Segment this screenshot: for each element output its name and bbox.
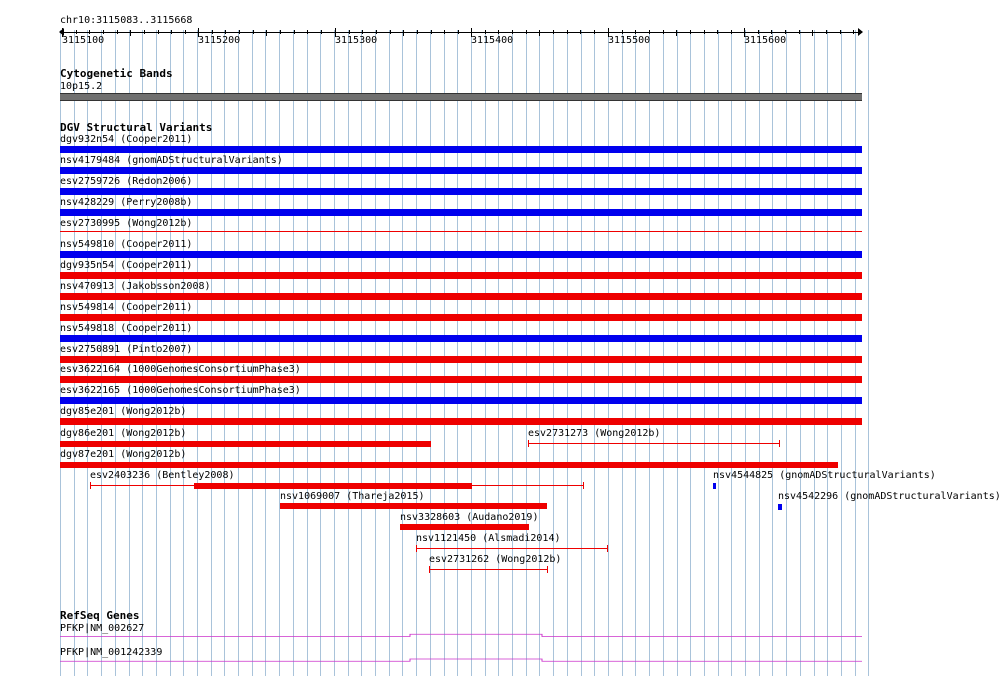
grid-line	[759, 30, 760, 676]
ruler-minor-tick	[280, 30, 281, 34]
ruler-minor-tick	[253, 30, 254, 34]
ruler-minor-tick	[812, 30, 813, 36]
ruler-minor-tick	[130, 30, 131, 36]
esv2731262-start-cap	[429, 566, 430, 573]
nsv1121450-feature[interactable]	[416, 545, 608, 552]
ruler-minor-tick	[239, 30, 240, 34]
dgv-row-bar[interactable]	[60, 418, 862, 425]
dgv-row-label: nsv428229 (Perry2008b)	[60, 197, 193, 208]
ruler-minor-tick	[663, 30, 664, 34]
grid-line	[772, 30, 773, 676]
dgv-row-bar[interactable]	[60, 376, 862, 383]
dgv-row-bar[interactable]	[60, 397, 862, 404]
ruler-minor-tick	[225, 30, 226, 34]
nsv1069007-label: nsv1069007 (Thareja2015)	[280, 491, 425, 502]
ruler-minor-tick	[690, 30, 691, 34]
cyto-track-title: Cytogenetic Bands	[60, 67, 173, 80]
ruler-tick-label: 3115600	[744, 35, 787, 46]
grid-line	[608, 30, 609, 676]
grid-line	[539, 30, 540, 676]
grid-line	[745, 30, 746, 676]
grid-line	[731, 30, 732, 676]
ruler-region-label: chr10:3115083..3115668	[60, 15, 193, 26]
grid-line	[224, 30, 225, 676]
esv2403236-thick-block	[194, 483, 472, 489]
grid-line	[594, 30, 595, 676]
grid-line	[430, 30, 431, 676]
grid-line	[348, 30, 349, 676]
ruler-minor-tick	[103, 30, 104, 34]
dgv-row-label: dgv935n54 (Cooper2011)	[60, 260, 193, 271]
dgv86e201-label: dgv86e201 (Wong2012b)	[60, 428, 187, 439]
ruler-minor-tick	[89, 30, 90, 34]
ruler-minor-tick	[758, 30, 759, 34]
nsv1121450-label: nsv1121450 (Alsmadi2014)	[416, 533, 561, 544]
grid-line	[307, 30, 308, 676]
ruler-minor-tick	[212, 30, 213, 34]
ruler-minor-tick	[76, 30, 77, 34]
grid-line	[622, 30, 623, 676]
grid-line	[663, 30, 664, 676]
dgv-row-bar[interactable]	[60, 335, 862, 342]
dgv-row-bar[interactable]	[60, 272, 862, 279]
ruler-minor-tick	[431, 30, 432, 34]
esv2731262-line	[429, 569, 548, 570]
dgv-row-label: esv2750891 (Pinto2007)	[60, 344, 193, 355]
dgv-row-bar[interactable]	[60, 251, 862, 258]
grid-line	[553, 30, 554, 676]
ruler-minor-tick	[526, 30, 527, 34]
ruler-minor-tick	[362, 30, 363, 34]
ruler-minor-tick	[512, 30, 513, 34]
dgv-row-label: esv3622164 (1000GenomesConsortiumPhase3)	[60, 364, 301, 375]
esv2731273-label: esv2731273 (Wong2012b)	[528, 428, 661, 439]
grid-line	[361, 30, 362, 676]
grid-line	[375, 30, 376, 676]
grid-line	[677, 30, 678, 676]
grid-line	[238, 30, 239, 676]
ruler-minor-tick	[799, 30, 800, 34]
grid-line	[485, 30, 486, 676]
ruler-minor-tick	[676, 30, 677, 36]
nsv3328603-label: nsv3328603 (Audano2019)	[400, 512, 539, 523]
ruler-minor-tick	[158, 30, 159, 34]
dgv-row-label: nsv470913 (Jakobsson2008)	[60, 281, 211, 292]
grid-line	[841, 30, 842, 676]
ruler-minor-tick	[458, 30, 459, 34]
grid-line	[265, 30, 266, 676]
dgv87e201-label: dgv87e201 (Wong2012b)	[60, 449, 187, 460]
esv2731273-start-cap	[528, 440, 529, 447]
ruler-minor-tick	[567, 30, 568, 34]
ruler-minor-tick	[704, 30, 705, 34]
grid-line	[690, 30, 691, 676]
grid-line	[718, 30, 719, 676]
dgv-row-label: dgv85e201 (Wong2012b)	[60, 406, 187, 417]
grid-line	[649, 30, 650, 676]
grid-line	[800, 30, 801, 676]
grid-line	[567, 30, 568, 676]
esv2731273-end-cap	[779, 440, 780, 447]
dgv86e201-bar[interactable]	[60, 441, 431, 447]
nsv3328603-bar[interactable]	[400, 524, 529, 530]
dgv-row-bar[interactable]	[60, 231, 862, 232]
ruler-minor-tick	[539, 30, 540, 36]
ruler-minor-tick	[498, 30, 499, 34]
dgv-row-bar[interactable]	[60, 146, 862, 153]
nsv4544825-label: nsv4544825 (gnomADStructuralVariants)	[713, 470, 936, 481]
grid-line	[526, 30, 527, 676]
nsv1121450-start-cap	[416, 545, 417, 552]
ruler-minor-tick	[185, 30, 186, 34]
dgv-row-label: esv3622165 (1000GenomesConsortiumPhase3)	[60, 385, 301, 396]
esv2731273-line	[528, 443, 780, 444]
ruler-minor-tick	[307, 30, 308, 34]
dgv-row-bar[interactable]	[60, 209, 862, 216]
esv2731273-feature[interactable]	[528, 440, 780, 447]
gene-label-pfkp-nm-002627: PFKP|NM_002627	[60, 623, 145, 634]
nsv1121450-line	[416, 548, 608, 549]
dgv-row-label: dgv932n54 (Cooper2011)	[60, 134, 193, 145]
ruler-minor-tick	[117, 30, 118, 34]
grid-line	[855, 30, 856, 676]
grid-line	[498, 30, 499, 676]
ruler-tick-label: 3115300	[335, 35, 378, 46]
ruler-minor-tick	[390, 30, 391, 34]
grid-line	[444, 30, 445, 676]
dgv-row-label: nsv549810 (Cooper2011)	[60, 239, 193, 250]
ruler-minor-tick	[485, 30, 486, 34]
grid-line	[814, 30, 815, 676]
ruler-minor-tick	[785, 30, 786, 34]
esv2403236-end-cap	[583, 482, 584, 489]
dgv-row-label: esv2759726 (Redon2006)	[60, 176, 193, 187]
dgv87e201-bar[interactable]	[60, 462, 838, 468]
ruler-minor-tick	[731, 30, 732, 34]
grid-line	[389, 30, 390, 676]
grid-line	[581, 30, 582, 676]
refseq-track-title: RefSeq Genes	[60, 609, 140, 622]
dgv-row-bar[interactable]	[60, 356, 862, 363]
ruler-minor-tick	[171, 30, 172, 34]
ruler-tick-label: 3115200	[198, 35, 241, 46]
ruler-tick-label: 3115400	[471, 35, 514, 46]
ruler-tick-label: 3115100	[62, 35, 105, 46]
dgv-row-bar[interactable]	[60, 314, 862, 321]
grid-line	[457, 30, 458, 676]
grid-line	[635, 30, 636, 676]
cyto-band-bar[interactable]	[60, 93, 862, 101]
ruler-minor-tick	[553, 30, 554, 34]
esv2731262-label: esv2731262 (Wong2012b)	[429, 554, 562, 565]
grid-line	[512, 30, 513, 676]
ruler-minor-tick	[349, 30, 350, 34]
ruler-minor-tick	[266, 30, 267, 36]
grid-line	[416, 30, 417, 676]
ruler-minor-tick	[417, 30, 418, 34]
grid-line	[868, 30, 869, 676]
grid-line	[293, 30, 294, 676]
ruler-minor-tick	[853, 30, 854, 34]
nsv4542296-label: nsv4542296 (gnomADStructuralVariants)	[778, 491, 1001, 502]
cyto-band-label: 10p15.2	[60, 81, 103, 92]
ruler-minor-tick	[635, 30, 636, 34]
nsv4544825-bar[interactable]	[713, 483, 716, 489]
dgv-row-bar[interactable]	[60, 293, 862, 300]
grid-line	[704, 30, 705, 676]
dgv-row-label: nsv549818 (Cooper2011)	[60, 323, 193, 334]
ruler-minor-tick	[594, 30, 595, 34]
dgv-row-bar[interactable]	[60, 167, 862, 174]
ruler-minor-tick	[649, 30, 650, 34]
esv2731262-end-cap	[547, 566, 548, 573]
ruler-right-arrow	[858, 28, 863, 36]
grid-line	[471, 30, 472, 676]
ruler	[60, 27, 862, 39]
esv2403236-label: esv2403236 (Bentley2008)	[90, 470, 235, 481]
ruler-minor-tick	[580, 30, 581, 34]
grid-line	[786, 30, 787, 676]
dgv-track-title: DGV Structural Variants	[60, 121, 213, 134]
dgv-row-label: esv2730995 (Wong2012b)	[60, 218, 193, 229]
dgv-row-label: nsv4179484 (gnomADStructuralVariants)	[60, 155, 283, 166]
ruler-minor-tick	[717, 30, 718, 34]
grid-line	[279, 30, 280, 676]
esv2731262-feature[interactable]	[429, 566, 548, 573]
ruler-tick-label: 3115500	[608, 35, 651, 46]
nsv1069007-bar[interactable]	[280, 503, 547, 509]
grid-line	[334, 30, 335, 676]
esv2403236-start-cap	[90, 482, 91, 489]
grid-line	[320, 30, 321, 676]
ruler-minor-tick	[321, 30, 322, 34]
grid-line	[252, 30, 253, 676]
gene-label-pfkp-nm-001242339: PFKP|NM_001242339	[60, 647, 163, 658]
dgv-row-bar[interactable]	[60, 188, 862, 195]
ruler-minor-tick	[294, 30, 295, 34]
ruler-minor-tick	[444, 30, 445, 34]
nsv4542296-bar[interactable]	[778, 504, 782, 510]
ruler-minor-tick	[403, 30, 404, 36]
gene-model-pfkp-nm-002627[interactable]	[60, 632, 862, 638]
dgv-row-label: nsv549814 (Cooper2011)	[60, 302, 193, 313]
nsv1121450-end-cap	[607, 545, 608, 552]
ruler-minor-tick	[826, 30, 827, 34]
ruler-minor-tick	[622, 30, 623, 34]
ruler-minor-tick	[144, 30, 145, 34]
ruler-minor-tick	[376, 30, 377, 34]
esv2403236-feature[interactable]	[90, 482, 584, 489]
grid-line	[827, 30, 828, 676]
ruler-minor-tick	[771, 30, 772, 34]
grid-line	[402, 30, 403, 676]
ruler-line	[60, 32, 862, 33]
gene-model-pfkp-nm-001242339[interactable]	[60, 656, 862, 662]
ruler-minor-tick	[840, 30, 841, 34]
